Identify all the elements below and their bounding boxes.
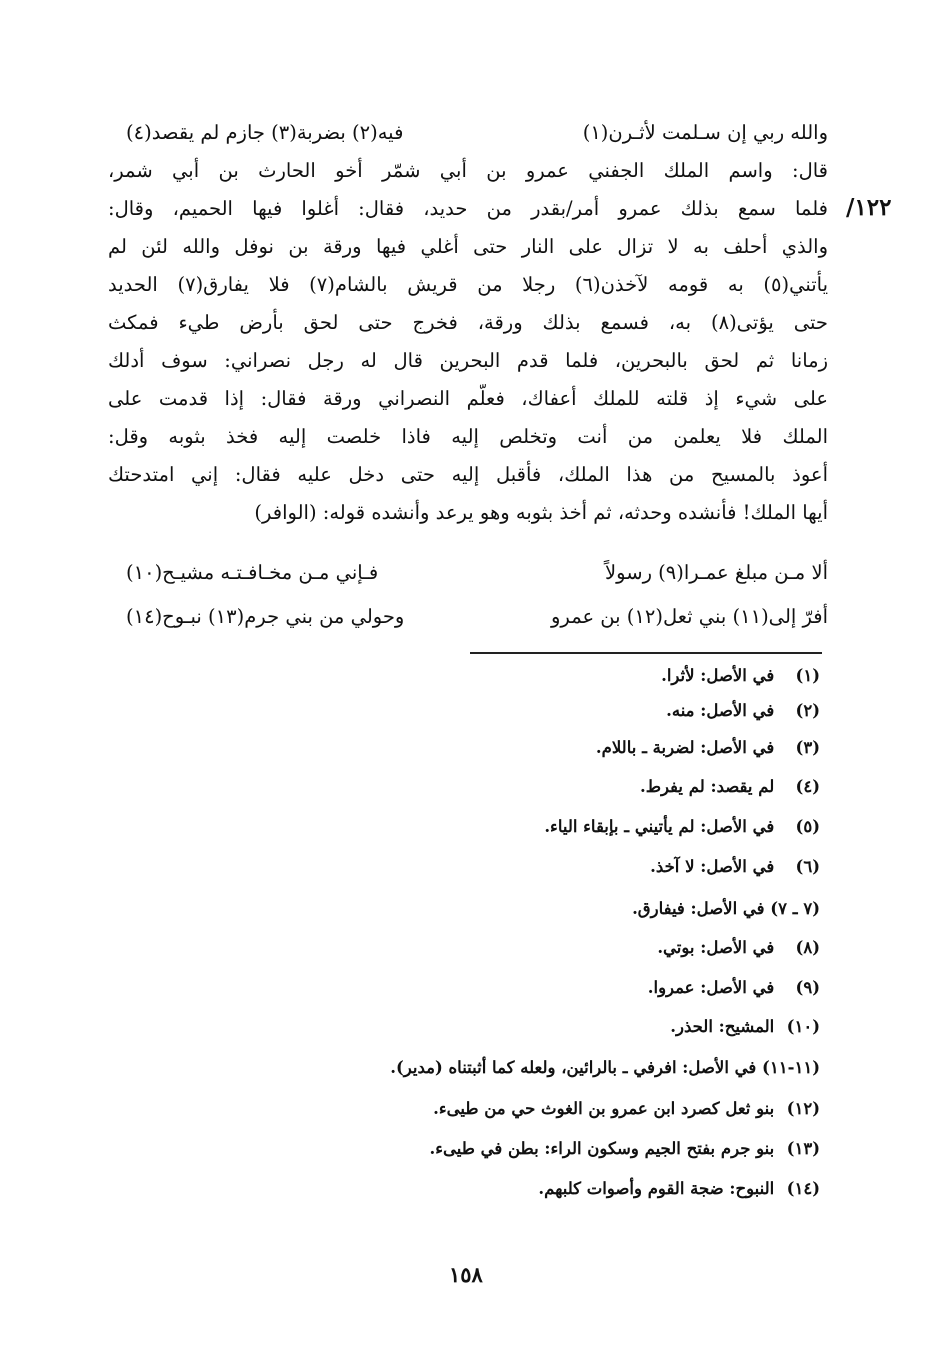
footnote-text: في الأصل: لم يأتيني ـ بإبقاء الياء.: [544, 817, 775, 836]
footnote-number: (١٠): [786, 1017, 820, 1036]
verse3-first-hemistich: أفرّ إلى(١١) بني ثعل(١٢) بن عمرو: [551, 605, 828, 628]
verse1-second-hemistich: فيه(٢) بضربة(٣) جازم لم يقصد(٤): [126, 121, 404, 144]
footnote: [260, 855, 820, 879]
footnote-number: (٨): [795, 938, 820, 957]
footnote: [260, 815, 820, 839]
footnote-text: في الأصل: لأثرا.: [661, 666, 775, 685]
footnote: [260, 1056, 820, 1080]
footnote-text: في الأصل: لا آخذ.: [650, 857, 775, 876]
verse2-second-hemistich: فـإني مـن مخـافـتـه مشيـح(١٠): [126, 561, 379, 584]
footnote-text: المشيح: الحذر.: [670, 1017, 775, 1036]
footnote: [260, 699, 820, 723]
body-line: حتى يؤتى(٨) به، فسمع بذلك ورقة، فخرج حتى لحق بأرض طيء فمكث: [108, 311, 828, 334]
body-line: أعوذ بالمسيح من هذا الملك، فأقبل إليه حتى دخل عليه فقال: إني امتدحتك: [108, 463, 828, 486]
verse2-first-hemistich: ألا مـن مبلغ عمـرا(٩) رسولاً: [605, 561, 828, 584]
footnote: [260, 897, 820, 921]
body-line: زمانا ثم لحق بالبحرين، فلما قدم البحرين قال له رجل نصراني: سوف أدلك: [108, 349, 828, 372]
footnote-text: في الأصل: منه.: [666, 701, 775, 720]
body-line: والذي أحلف به لا تزال على النار حتى أغلي فيها ورقة بن نوفل والله لئن لم: [108, 235, 828, 258]
body-line: أيها الملك! فأنشده وحدثه، ثم أخذ بثوبه وهو يرعد وأنشده قوله: (الوافر): [254, 501, 828, 524]
body-line: قال: واسم الملك الجفني عمرو بن أبي شمّر أخو الحارث بن أبي شمر،: [108, 159, 828, 182]
footnote: [260, 1177, 820, 1201]
footnote-number: (١): [795, 666, 820, 685]
body-line: على شيء إذ قلته للملك أعفاك، فعلّم النصراني ورقة فقال: إذا قدمت على: [108, 387, 828, 410]
footnote-number: (٤): [795, 777, 820, 796]
footnote: [260, 775, 820, 799]
footnote-text: لم يقصد: لم يفرط.: [639, 777, 775, 796]
footnote-number: (٢): [795, 701, 820, 720]
footnote-text: في الأصل: لضربة ـ باللام.: [595, 738, 775, 757]
footnote: [260, 1137, 820, 1161]
footnote-number: (١١-١١): [762, 1058, 820, 1077]
footnote: [260, 976, 820, 1000]
footnote: [260, 736, 820, 760]
body-line: يأتني(٥) به قومه لآخذن(٦) رجلا من قريش بالشام(٧) فلا يفارق(٧) الحديد: [108, 273, 828, 296]
margin-folio-note: ١٢٢/: [846, 194, 892, 221]
footnote-number: (٣): [795, 738, 820, 757]
verse3-second-hemistich: وحولي من بني جرم(١٣) نبـوح(١٤): [126, 605, 405, 628]
footnote: [260, 664, 820, 688]
footnote-number: (١٤): [786, 1179, 820, 1198]
footnote-number: (١٣): [786, 1139, 820, 1158]
footnote-number: (١٢): [786, 1099, 820, 1118]
body-line: فلما سمع بذلك عمرو أمر/بقدر من حديد، فقال: أغلوا فيها الحميم، وقال:: [108, 197, 828, 220]
page-number: ١٥٨: [449, 1262, 483, 1287]
footnote-text: في الأصل: بوتي.: [657, 938, 775, 957]
footnote-separator: [470, 652, 822, 654]
footnote-number: (٧ ـ ٧): [770, 899, 820, 918]
footnote-text: في الأصل: فيفارق.: [632, 899, 765, 918]
body-line: الملك فلا يعلمن من أنت وتخلص إليه فاذا خلصت إليه فخذ بثوبه وقل:: [108, 425, 828, 448]
footnote-text: بنو ثعل كصرد ابن عمرو بن الغوث حي من طيىء.: [433, 1099, 775, 1118]
footnote-text: بنو جرم بفتح الجيم وسكون الراء: بطن في طيىء.: [429, 1139, 775, 1158]
footnote: [260, 936, 820, 960]
footnote-text: في الأصل: عمروا.: [647, 978, 775, 997]
verse1-first-hemistich: والله ربي إن سـلمت لأثـرن(١): [582, 121, 828, 144]
footnote-text: في الأصل: افرفي ـ بالرائين، ولعله كما أثبتناه (مدير).: [390, 1058, 757, 1077]
footnote: [260, 1015, 820, 1039]
footnote-number: (٥): [795, 817, 820, 836]
footnote: [260, 1097, 820, 1121]
footnote-number: (٩): [795, 978, 820, 997]
footnote-text: النبوح: ضجة القوم وأصوات كلبهم.: [538, 1179, 775, 1198]
footnote-number: (٦): [795, 857, 820, 876]
